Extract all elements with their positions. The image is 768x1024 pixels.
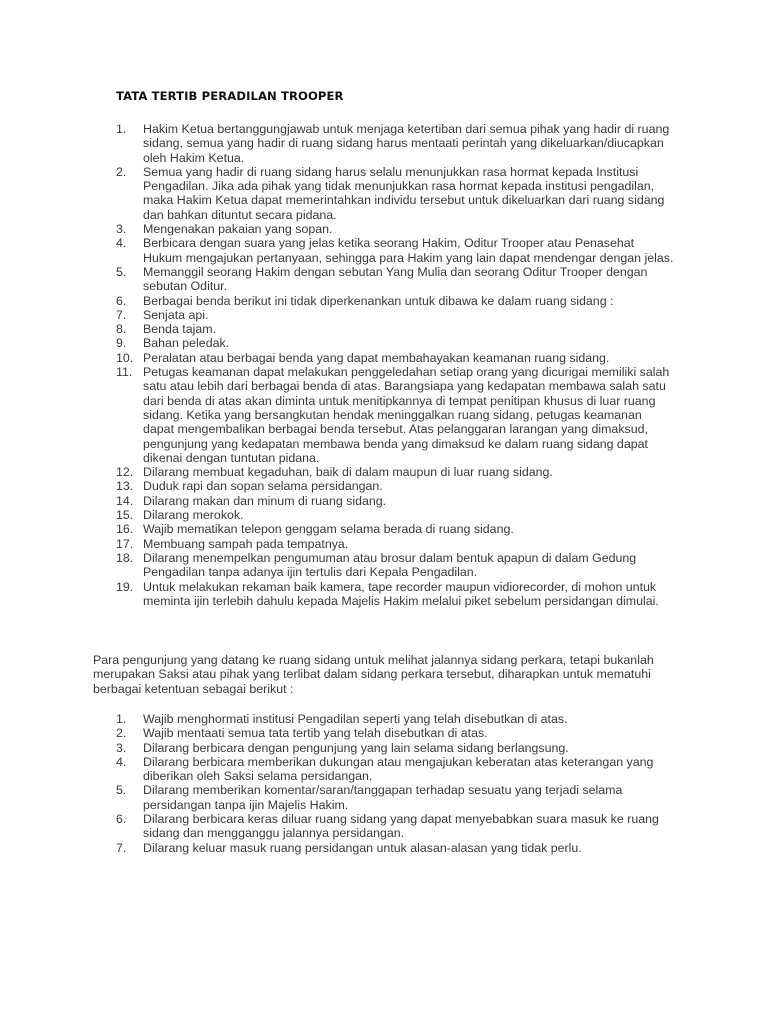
rule-item (116, 351, 676, 365)
list-item-number: 15. (116, 508, 134, 523)
rule-item (116, 551, 676, 580)
list-item-text: Semua yang hadir di ruang sidang harus selalu menunjukkan rasa hormat kepada Institusi Pengadilan. Jika ada pihak yang tidak menunjukkan rasa hormat kepada institusi pengadilan, maka Hakim Ketua dapat memerintahkan individu tersebut untuk dikeluarkan dari ruang sidang dan bahkan dituntut secara pidana. (143, 164, 665, 222)
visitor-rule-item (116, 783, 676, 812)
list-item-text: Wajib mematikan telepon genggam selama berada di ruang sidang. (143, 522, 514, 537)
list-item-number: 7. (116, 307, 127, 322)
visitor-rules-list (116, 712, 676, 855)
rule-item (116, 122, 676, 165)
list-item-text: Bahan peledak. (143, 336, 230, 351)
rule-item (116, 222, 676, 236)
list-item-number: 13. (116, 479, 134, 494)
list-item-number: 18. (116, 550, 134, 565)
list-item-number: 7. (116, 840, 127, 855)
document-title: TATA TERTIB PERADILAN TROOPER (116, 89, 344, 103)
visitor-rule-item (116, 741, 676, 755)
list-item-number: 1. (116, 122, 127, 136)
list-item-text: Membuang sampah pada tempatnya. (143, 536, 349, 551)
list-item-number: 6. (116, 293, 127, 308)
list-item-number: 8. (116, 322, 127, 337)
list-item-number: 4. (116, 236, 127, 251)
list-item-number: 11. (116, 365, 133, 380)
rule-item (116, 365, 676, 465)
list-item-number: 9. (116, 336, 127, 351)
list-item-number: 2. (116, 726, 127, 741)
list-item-text: Wajib mentaati semua tata tertib yang telah disebutkan di atas. (143, 726, 488, 741)
list-item-number: 17. (116, 536, 134, 551)
visitor-rule-item (116, 726, 676, 740)
list-item-text: Dilarang berbicara dengan pengunjung yang lain selama sidang berlangsung. (143, 740, 569, 755)
list-item-text: Dilarang memberikan komentar/saran/tanggapan terhadap sesuatu yang terjadi selama persidangan tanpa ijin Majelis Hakim. (143, 783, 623, 812)
rule-item (116, 265, 676, 294)
list-item-text: Mengenakan pakaian yang sopan. (143, 222, 333, 237)
list-item-text: Berbicara dengan suara yang jelas ketika seorang Hakim, Oditur Trooper atau Penasehat Hukum mengajukan pertanyaan, sehingga para Hakim yang lain dapat mendengar dengan jelas. (143, 236, 674, 265)
visitor-rule-item (116, 841, 676, 855)
rule-item (116, 165, 676, 222)
list-item-text: Dilarang merokok. (143, 508, 244, 523)
list-item-number: 5. (116, 783, 127, 798)
rule-item (116, 494, 676, 508)
list-item-number: 12. (116, 465, 134, 480)
list-item-text: Dilarang membuat kegaduhan, baik di dalam maupun di luar ruang sidang. (143, 465, 553, 480)
list-item-text: Memanggil seorang Hakim dengan sebutan Yang Mulia dan seorang Oditur Trooper dengan sebutan Oditur. (143, 264, 648, 294)
list-item-text: Peralatan atau berbagai benda yang dapat membahayakan keamanan ruang sidang. (143, 350, 610, 365)
list-item-text: Hakim Ketua bertanggungjawab untuk menjaga ketertiban dari semua pihak yang hadir di ruang sidang, semua yang hadir di ruang sidang harus mentaati perintah yang dikeluarkan/diucapkan oleh Hakim Ketua. (143, 122, 670, 165)
list-item-text: Dilarang berbicara memberikan dukungan atau mengajukan keberatan atas keterangan yang diberikan oleh Saksi selama persidangan. (143, 754, 654, 784)
list-item-text: Dilarang makan dan minum di ruang sidang. (143, 493, 387, 508)
rule-item (116, 522, 676, 536)
list-item-text: Wajib menghormati institusi Pengadilan seperti yang telah disebutkan di atas. (143, 712, 568, 726)
rule-item (116, 479, 676, 493)
rule-item (116, 508, 676, 522)
visitor-rule-item (116, 812, 676, 841)
visitor-rule-item (116, 712, 676, 726)
list-item-number: 14. (116, 493, 134, 508)
list-item-number: 16. (116, 522, 134, 537)
court-rules-list (116, 122, 676, 608)
list-item-number: 2. (116, 164, 127, 179)
list-item-number: 3. (116, 222, 127, 237)
rule-item (116, 580, 676, 609)
list-item-number: 10. (116, 350, 134, 365)
visitor-rule-item (116, 755, 676, 784)
list-item-number: 5. (116, 264, 127, 279)
rule-item (116, 537, 676, 551)
rule-item (116, 308, 676, 322)
rule-item (116, 236, 676, 265)
list-item-number: 3. (116, 740, 127, 755)
rule-item (116, 322, 676, 336)
list-item-text: Dilarang keluar masuk ruang persidangan untuk alasan-alasan yang tidak perlu. (143, 840, 582, 855)
rule-item (116, 336, 676, 350)
visitor-intro-paragraph: Para pengunjung yang datang ke ruang sidang untuk melihat jalannya sidang perkara, tetapi bukanlah merupakan Saksi atau pihak yang terlibat dalam sidang perkara tersebut, diharapkan untuk mematuhi berbagai ketentuan sebagai berikut : (93, 653, 654, 696)
list-item-text: Duduk rapi dan sopan selama persidangan. (143, 479, 383, 494)
list-item-number: 6. (116, 812, 127, 827)
list-item-text: Petugas keamanan dapat melakukan penggeledahan setiap orang yang dicurigai memiliki salah satu atau lebih dari berbagai benda di atas. Barangsiapa yang kedapatan membawa salah satu dari benda di atas akan diminta untuk menitipkannya di tempat penitipan khusus di luar ruang sidang. Ketika yang bersangkutan hendak meninggalkan ruang sidang, petugas keamanan dapat mengembalikan berbagai benda tersebut. Atas pelanggaran larangan yang dimaksud, pengunjung yang kedapatan membawa benda yang dimaksud ke dalam ruang sidang dapat dikenai dengan tuntutan pidana. (143, 365, 670, 465)
list-item-text: Untuk melakukan rekaman baik kamera, tape recorder maupun vidiorecorder, di mohon untuk meminta ijin terlebih dahulu kepada Majelis Hakim melalui piket sebelum persidangan dimulai. (143, 579, 659, 608)
rule-item (116, 294, 676, 308)
list-item-number: 1. (116, 712, 127, 726)
list-item-text: Senjata api. (143, 307, 209, 322)
list-item-text: Berbagai benda berikut ini tidak diperkenankan untuk dibawa ke dalam ruang sidang : (143, 293, 614, 308)
list-item-number: 4. (116, 754, 127, 769)
list-item-text: Benda tajam. (143, 322, 217, 337)
list-item-text: Dilarang menempelkan pengumuman atau brosur dalam bentuk apapun di dalam Gedung Pengadilan tanpa adanya ijin tertulis dari Kepala Pengadilan. (143, 550, 637, 580)
rule-item (116, 465, 676, 479)
list-item-number: 19. (116, 579, 134, 594)
list-item-text: Dilarang berbicara keras diluar ruang sidang yang dapat menyebabkan suara masuk ke ruang sidang dan mengganggu jalannya persidangan. (143, 812, 659, 841)
